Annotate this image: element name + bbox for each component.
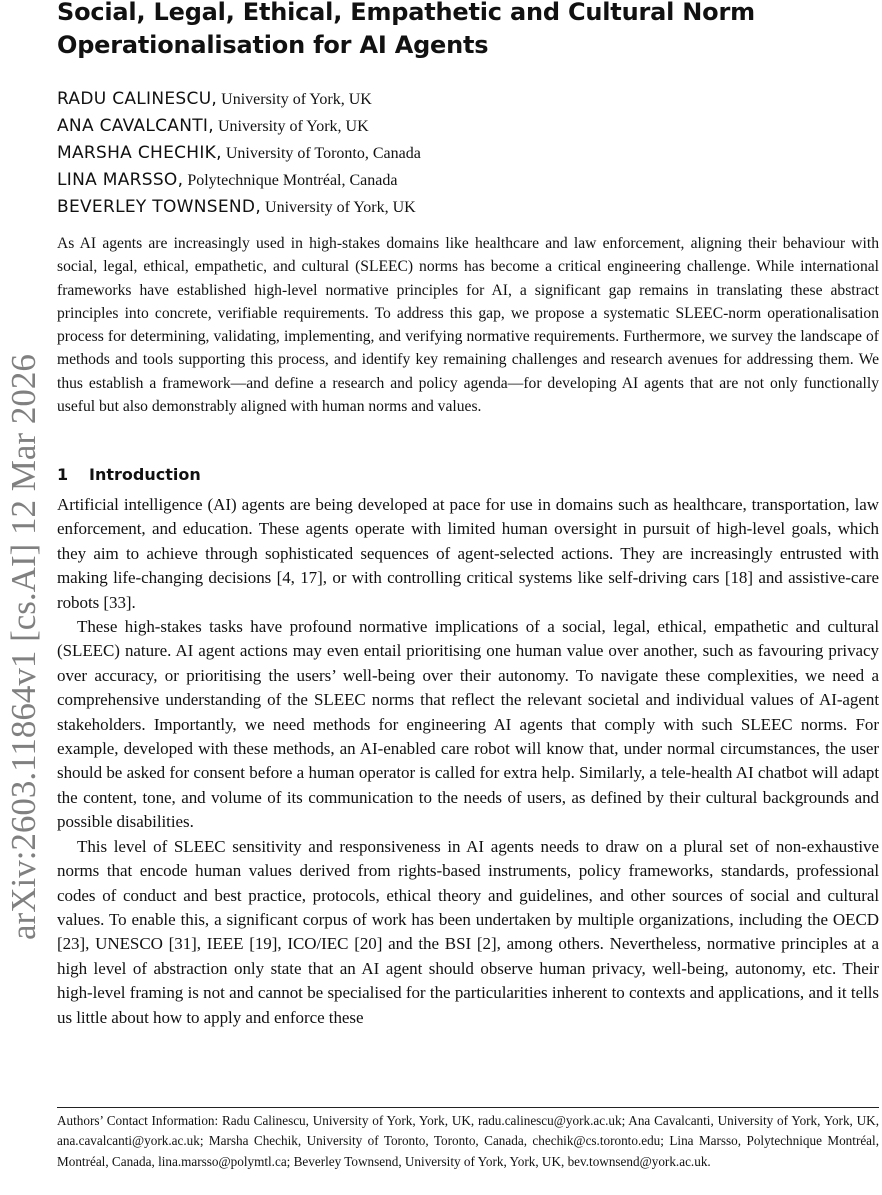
arxiv-stamp (0, 210, 46, 940)
body-paragraph: These high-stakes tasks have profound normative implications of a social, legal, ethical, empathetic and cultural (SLEEC) nature. AI agent actions may even entail prioritising one human value over another, such as favouring privacy over accuracy, or prioritising the users’ well-being over their autonomy. To navigate these complexities, we need a comprehensive understanding of the SLEEC norms that reflect the relevant societal and individual values of AI-agent stakeholders. Importantly, we need methods for engineering AI agents that comply with such SLEEC norms. For example, developed with these methods, an AI-enabled care robot will know that, under normal circumstances, the user should be asked for consent before a human operator is called for extra help. Similarly, a tele-health AI chatbot will adapt the content, tone, and volume of its communication to the needs of users, as defined by their cultural backgrounds and possible disabilities. (57, 617, 879, 832)
body-paragraph: This level of SLEEC sensitivity and responsiveness in AI agents needs to draw on a plural set of non-exhaustive norms that encode human values derived from rights-based instruments, policy frameworks, standards, professional codes of conduct and best practice, protocols, ethical theory and guidelines, and other sources of social and cultural values. To enable this, a significant corpus of work has been undertaken by multiple organizations, including the OECD [23], UNESCO [31], IEEE [19], ICO/IEC [20] and the BSI [2], among others. Nevertheless, normative principles at a high level of abstraction only state that an AI agent should observe human privacy, well-being, autonomy, etc. Their high-level framing is not and cannot be specialised for the particularities inherent to contexts and applications, and it tells us little about how to apply and enforce these (57, 836, 879, 1027)
author-name: ANA CAVALCANTI, (57, 116, 214, 136)
section-body (57, 493, 879, 1030)
section-number: 1 (57, 465, 69, 484)
title-line: Operationalisation for AI Agents (57, 31, 489, 59)
author-affiliation: University of York, UK (217, 91, 372, 108)
title-line: Social, Legal, Ethical, Empathetic and Cultural Norm (57, 0, 755, 26)
author-name: RADU CALINESCU, (57, 89, 218, 109)
author-contact-footnote: Authors’ Contact Information: Radu Calinescu, University of York, York, UK, radu.calinescu@york.ac.uk; Ana Cavalcanti, University of York, York, UK, ana.cavalcanti@york.ac.uk; Marsha Chechik, University of Toronto, Toronto, Canada, chechik@cs.toronto.edu; Lina Marsso, Polytechnique Montréal, Montréal, Canada, lina.marsso@polymtl.ca; Beverley Townsend, University of York, York, UK, bev.townsend@york.ac.uk. (57, 1113, 879, 1169)
footnote-divider (57, 1107, 879, 1108)
abstract: As AI agents are increasingly used in high-stakes domains like healthcare and law enforcement, aligning their behaviour with social, legal, ethical, empathetic, and cultural (SLEEC) norms has become a critical engineering challenge. While international frameworks have established high-level normative principles for AI, a significant gap remains in translating these abstract principles into concrete, verifiable requirements. To address this gap, we propose a systematic SLEEC-norm operationalisation process for determining, validating, implementing, and verifying normative requirements. Furthermore, we survey the landscape of methods and tools supporting this process, and identify key remaining challenges and research avenues for addressing them. We thus establish a framework—and define a research and policy agenda—for developing AI agents that are not only functionally useful but also demonstrably aligned with human norms and values. (57, 235, 879, 416)
body-paragraph: Artificial intelligence (AI) agents are being developed at pace for use in domains such as healthcare, transportation, law enforcement, and education. These agents operate with limited human oversight in pursuit of high-level goals, which they aim to achieve through sophisticated sequences of agent-selected actions. They are increasingly entrusted with making life-changing decisions [4, 17], or with controlling critical systems like self-driving cars [18] and assistive-care robots [33]. (57, 495, 879, 612)
author-entry (57, 140, 879, 167)
author-affiliation: University of York, UK (261, 199, 416, 216)
author-list (57, 86, 879, 221)
author-entry (57, 194, 879, 221)
author-affiliation: University of York, UK (213, 118, 369, 135)
section-heading (57, 463, 879, 487)
author-affiliation: University of Toronto, Canada (221, 145, 421, 162)
author-entry (57, 167, 879, 194)
author-entry (57, 113, 879, 140)
author-name: LINA MARSSO, (57, 170, 184, 190)
author-name: MARSHA CHECHIK, (57, 143, 222, 163)
section-title: Introduction (89, 465, 201, 484)
paper-title (57, 0, 879, 62)
author-entry (57, 86, 879, 113)
arxiv-identifier[interactable]: arXiv:2603.11864v1 [cs.AI] 12 Mar 2026 (4, 354, 43, 940)
author-name: BEVERLEY TOWNSEND, (57, 197, 262, 217)
author-affiliation: Polytechnique Montréal, Canada (183, 172, 398, 189)
